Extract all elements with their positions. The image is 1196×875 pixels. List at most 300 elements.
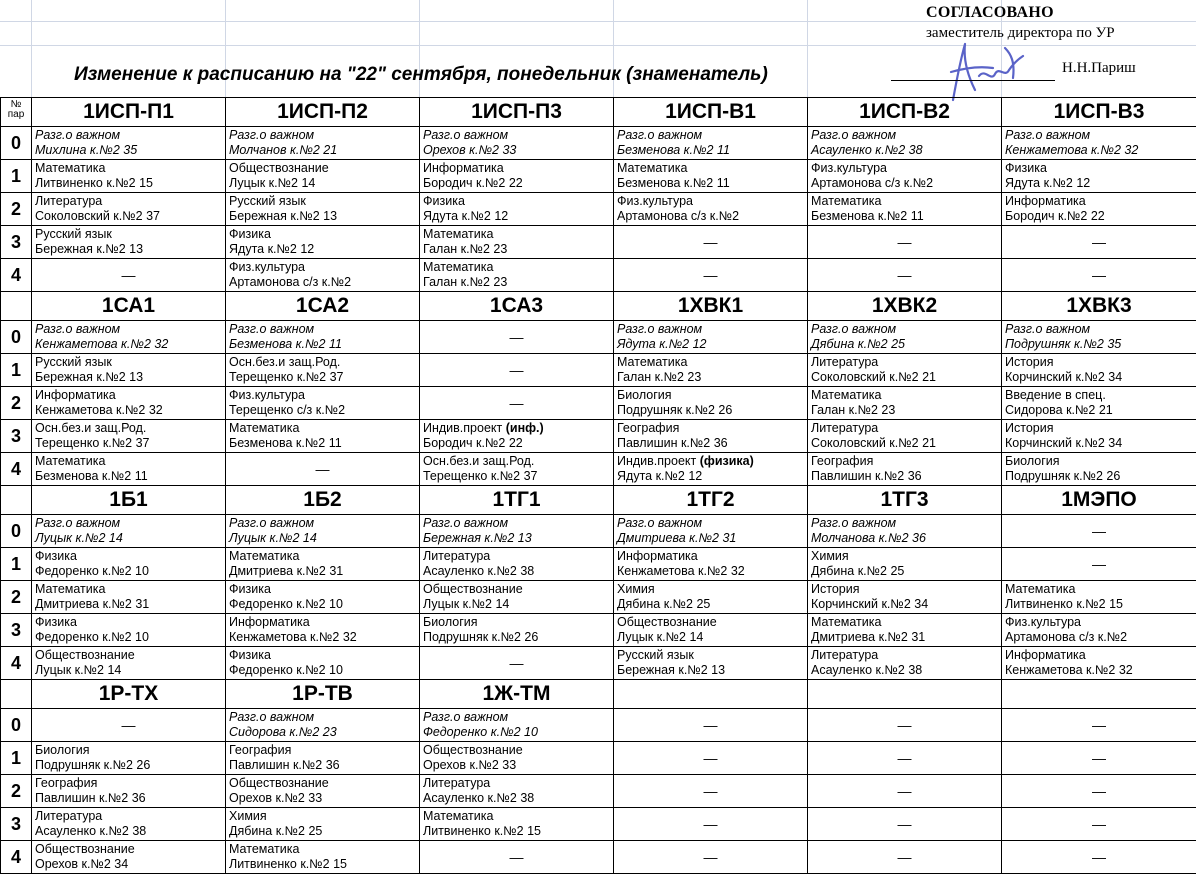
lesson-subject (226, 127, 419, 143)
lesson-cell (420, 515, 614, 548)
empty-dash: — (703, 267, 718, 283)
lesson-cell (808, 647, 1002, 680)
lesson-subject (614, 387, 807, 403)
subject-name: Информатика (423, 161, 504, 175)
lesson-subject (1002, 387, 1196, 403)
subject-name: Физ.культура (1005, 615, 1081, 629)
lesson-subject (226, 614, 419, 630)
group-header-cell (226, 98, 420, 127)
group-header-cell (1002, 98, 1196, 127)
lesson-subject (32, 453, 225, 469)
subject-name: Физ.культура (229, 260, 305, 274)
group-name: 1СА2 (295, 294, 350, 317)
subject-name: Математика (423, 260, 494, 274)
lesson-cell (614, 321, 808, 354)
lesson-teacher-room: Литвиненко к.№2 15 (423, 824, 542, 838)
lesson-teacher-room: Кенжаметова к.№2 32 (35, 403, 163, 417)
lesson-cell (1002, 193, 1196, 226)
empty-dash: — (703, 717, 718, 733)
subject-name: Физика (229, 582, 271, 596)
group-name: 1ТГ2 (686, 488, 735, 511)
lesson-subject (32, 742, 225, 758)
empty-dash: — (1092, 783, 1106, 799)
subject-name: Физ.культура (811, 161, 887, 175)
lesson-cell (808, 259, 1002, 292)
lesson-teacher-room: Ядута к.№2 12 (617, 337, 707, 351)
subject-name: Разг.о важном (229, 128, 315, 142)
lesson-teacher-room: Бережная к.№2 13 (35, 242, 144, 256)
empty-dash: — (509, 329, 524, 345)
lesson-cell (420, 127, 614, 160)
empty-dash: — (703, 234, 718, 250)
pair-row (1, 709, 1196, 742)
subject-name: Разг.о важном (811, 516, 897, 530)
lesson-cell (420, 548, 614, 581)
pair-number: 4 (10, 459, 21, 479)
subject-name: География (811, 454, 874, 468)
lesson-cell (808, 226, 1002, 259)
lesson-subject (1002, 581, 1196, 597)
lesson-cell (32, 808, 226, 841)
group-header-cell (226, 486, 420, 515)
lesson-cell (1002, 160, 1196, 193)
subject-name: Литература (811, 648, 879, 662)
lesson-cell (32, 647, 226, 680)
subject-name: Осн.без.и защ.Род. (229, 355, 341, 369)
lesson-teacher-room: Безменова к.№2 11 (617, 143, 730, 157)
subject-name: Химия (811, 549, 849, 563)
lesson-teacher-room: Подрушняк к.№2 35 (1005, 337, 1122, 351)
lesson-subject (808, 321, 1001, 337)
lesson-cell (226, 259, 420, 292)
lesson-teacher-room: Орехов к.№2 33 (423, 143, 517, 157)
lesson-subject (226, 742, 419, 758)
lesson-cell (1002, 775, 1196, 808)
subject-name: Информатика (35, 388, 116, 402)
lesson-subject (808, 127, 1001, 143)
lesson-cell (614, 841, 808, 874)
lesson-subject (226, 193, 419, 209)
lesson-teacher-room: Кенжаметова к.№2 32 (229, 630, 357, 644)
subject-name: Физ.культура (617, 194, 693, 208)
lesson-subject (808, 387, 1001, 403)
group-name: 1ХВК1 (677, 294, 744, 317)
approval-title: СОГЛАСОВАНО (926, 4, 1054, 21)
lesson-teacher-room: Ядута к.№2 12 (229, 242, 315, 256)
lesson-cell (1002, 226, 1196, 259)
pair-number-cell (1, 127, 32, 160)
lesson-cell (1002, 127, 1196, 160)
lesson-cell (614, 226, 808, 259)
lesson-teacher-room: Асауленко к.№2 38 (811, 143, 923, 157)
lesson-subject (226, 548, 419, 564)
lesson-cell (808, 808, 1002, 841)
group-name: 1Р-ТХ (98, 682, 159, 705)
lesson-teacher-room: Корчинский к.№2 34 (1005, 370, 1123, 384)
group-header-cell (32, 292, 226, 321)
lesson-cell (32, 581, 226, 614)
group-name: 1МЭПО (1061, 488, 1137, 511)
lesson-teacher-room: Бородич к.№2 22 (423, 176, 523, 190)
subject-name: История (1005, 355, 1054, 369)
lesson-teacher-room: Дябина к.№2 25 (229, 824, 323, 838)
lesson-subject (420, 808, 613, 824)
lesson-subject (32, 321, 225, 337)
subject-name: Разг.о важном (617, 128, 703, 142)
subject-name: Разг.о важном (423, 710, 509, 724)
lesson-cell (226, 808, 420, 841)
pair-number-cell (1, 647, 32, 680)
lesson-cell (32, 321, 226, 354)
lesson-teacher-room: Луцык к.№2 14 (229, 176, 316, 190)
pair-row (1, 841, 1196, 874)
lesson-teacher-room: Асауленко к.№2 38 (423, 564, 535, 578)
pair-row (1, 127, 1196, 160)
pair-row (1, 387, 1196, 420)
lesson-teacher-room: Терещенко с/з к.№2 (229, 403, 346, 417)
lesson-subject (226, 515, 419, 531)
subject-name: Обществознание (617, 615, 717, 629)
subject-name: Физика (229, 648, 271, 662)
lesson-teacher-room: Михлина к.№2 35 (35, 143, 138, 157)
lesson-teacher-room: Корчинский к.№2 34 (1005, 436, 1123, 450)
subject-name: Разг.о важном (1005, 128, 1091, 142)
lesson-teacher-room: Бережная к.№2 13 (229, 209, 338, 223)
lesson-teacher-room: Федоренко к.№2 10 (229, 597, 343, 611)
lesson-subject (808, 515, 1001, 531)
lesson-cell (32, 775, 226, 808)
pair-number-cell (1, 742, 32, 775)
lesson-teacher-room: Подрушняк к.№2 26 (35, 758, 151, 772)
lesson-teacher-room: Бородич к.№2 22 (1005, 209, 1105, 223)
lesson-teacher-room: Луцык к.№2 14 (423, 597, 510, 611)
lesson-cell (226, 453, 420, 486)
subject-note: (физика) (699, 454, 754, 468)
lesson-cell (614, 742, 808, 775)
lesson-teacher-room: Дябина к.№2 25 (811, 564, 905, 578)
empty-dash: — (897, 717, 912, 733)
lesson-cell (420, 453, 614, 486)
lesson-teacher-room: Соколовский к.№2 37 (35, 209, 160, 223)
lesson-teacher-room: Подрушняк к.№2 26 (617, 403, 733, 417)
lesson-subject (420, 127, 613, 143)
lesson-cell (226, 548, 420, 581)
group-name: 1ИСП-В1 (665, 100, 756, 123)
group-name: 1Р-ТВ (292, 682, 353, 705)
lesson-cell (226, 775, 420, 808)
pair-row (1, 742, 1196, 775)
group-header-cell (614, 98, 808, 127)
subject-name: Математика (229, 842, 300, 856)
subject-name: Литература (35, 194, 103, 208)
pair-row (1, 453, 1196, 486)
empty-dash: — (1092, 556, 1106, 572)
group-header-cell (32, 486, 226, 515)
group-header-cell (1002, 680, 1196, 709)
empty-dash: — (703, 849, 718, 865)
lesson-cell (420, 387, 614, 420)
lesson-cell (614, 259, 808, 292)
lesson-teacher-room: Луцык к.№2 14 (35, 663, 122, 677)
lesson-teacher-room: Кенжаметова к.№2 32 (617, 564, 745, 578)
subject-name: Физика (35, 549, 77, 563)
lesson-subject (614, 193, 807, 209)
lesson-subject (226, 321, 419, 337)
subject-name: География (617, 421, 680, 435)
lesson-subject (808, 581, 1001, 597)
lesson-subject (808, 193, 1001, 209)
lesson-teacher-room: Павлишин к.№2 36 (617, 436, 728, 450)
lesson-subject (808, 647, 1001, 663)
lesson-subject (226, 420, 419, 436)
group-name: 1Ж-ТМ (482, 682, 551, 705)
lesson-teacher-room: Федоренко к.№2 10 (229, 663, 343, 677)
pair-number-cell (1, 226, 32, 259)
lesson-teacher-room: Дмитриева к.№2 31 (617, 531, 737, 545)
subject-name: Литература (423, 549, 491, 563)
lesson-teacher-room: Соколовский к.№2 21 (811, 370, 936, 384)
lesson-teacher-room: Безменова к.№2 11 (229, 436, 342, 450)
lesson-cell (614, 548, 808, 581)
group-header-cell (420, 98, 614, 127)
subject-name: Индив.проект (617, 454, 700, 468)
lesson-subject (226, 259, 419, 275)
lesson-cell (614, 515, 808, 548)
lesson-cell (1002, 841, 1196, 874)
lesson-subject (226, 647, 419, 663)
pair-number: 2 (10, 781, 21, 801)
empty-dash: — (1092, 234, 1106, 250)
pair-row (1, 321, 1196, 354)
lesson-subject (614, 321, 807, 337)
lesson-subject (32, 193, 225, 209)
lesson-subject (32, 548, 225, 564)
lesson-cell (32, 614, 226, 647)
lesson-subject (226, 387, 419, 403)
lesson-subject (808, 420, 1001, 436)
subject-name: Осн.без.и защ.Род. (35, 421, 147, 435)
lesson-cell (226, 127, 420, 160)
subject-name: Разг.о важном (229, 710, 315, 724)
subject-name: История (811, 582, 860, 596)
lesson-cell (420, 841, 614, 874)
lesson-teacher-room: Литвиненко к.№2 15 (35, 176, 154, 190)
signature-line (891, 80, 1055, 81)
group-header-cell (1002, 292, 1196, 321)
lesson-teacher-room: Луцык к.№2 14 (617, 630, 704, 644)
subject-name: Математика (1005, 582, 1076, 596)
subject-name: Обществознание (229, 161, 329, 175)
lesson-subject (32, 420, 225, 436)
lesson-cell (226, 354, 420, 387)
subject-name: География (35, 776, 98, 790)
subject-name: Русский язык (35, 227, 112, 241)
lesson-teacher-room: Асауленко к.№2 38 (811, 663, 923, 677)
lesson-subject (808, 614, 1001, 630)
lesson-cell (808, 160, 1002, 193)
lesson-cell (226, 420, 420, 453)
lesson-cell (808, 127, 1002, 160)
lesson-subject (32, 775, 225, 791)
lesson-subject (808, 453, 1001, 469)
lesson-cell (614, 193, 808, 226)
empty-dash: — (897, 783, 912, 799)
schedule-table (0, 97, 1196, 874)
pair-number: 1 (10, 360, 21, 380)
lesson-subject (32, 647, 225, 663)
pair-number: 0 (10, 715, 21, 735)
lesson-cell (32, 387, 226, 420)
lesson-subject (1002, 127, 1196, 143)
lesson-subject (614, 515, 807, 531)
group-header-cell (808, 680, 1002, 709)
pair-number: 3 (10, 426, 21, 446)
subject-name: Биология (35, 743, 90, 757)
group-header-cell (614, 486, 808, 515)
pair-number-cell (1, 160, 32, 193)
group-name: 1ИСП-П3 (471, 100, 562, 123)
group-header-cell (226, 680, 420, 709)
empty-dash: — (897, 267, 912, 283)
subject-name: Биология (617, 388, 672, 402)
group-header-cell (420, 680, 614, 709)
lesson-teacher-room: Литвиненко к.№2 15 (1005, 597, 1124, 611)
lesson-cell (420, 160, 614, 193)
lesson-subject (420, 515, 613, 531)
pair-number: 2 (10, 393, 21, 413)
subject-name: География (229, 743, 292, 757)
lesson-cell (808, 515, 1002, 548)
lesson-teacher-room: Орехов к.№2 33 (229, 791, 323, 805)
lesson-teacher-room: Дмитриева к.№2 31 (229, 564, 344, 578)
lesson-teacher-room: Павлишин к.№2 36 (35, 791, 146, 805)
lesson-cell (226, 709, 420, 742)
pair-row (1, 515, 1196, 548)
group-header-cell (808, 292, 1002, 321)
lesson-subject (1002, 453, 1196, 469)
pair-row (1, 160, 1196, 193)
pair-number-cell (1, 193, 32, 226)
subject-name: Биология (1005, 454, 1060, 468)
lesson-teacher-room: Сидорова к.№2 21 (1005, 403, 1113, 417)
subject-name: Разг.о важном (811, 322, 897, 336)
subject-name: Разг.о важном (229, 322, 315, 336)
lesson-teacher-room: Терещенко к.№2 37 (35, 436, 150, 450)
lesson-teacher-room: Кенжаметова к.№2 32 (1005, 663, 1133, 677)
lesson-cell (226, 614, 420, 647)
subject-name: Русский язык (35, 355, 112, 369)
lesson-cell (808, 709, 1002, 742)
lesson-subject (32, 226, 225, 242)
subject-name: Обществознание (229, 776, 329, 790)
lesson-cell (32, 127, 226, 160)
page-title: Изменение к расписанию на "22" сентября, понедельник (знаменатель) (74, 64, 768, 85)
subject-name: Математика (811, 194, 882, 208)
lesson-cell (1002, 647, 1196, 680)
lesson-cell (614, 581, 808, 614)
lesson-cell (420, 259, 614, 292)
group-header-cell (32, 98, 226, 127)
lesson-cell (32, 226, 226, 259)
pair-row (1, 647, 1196, 680)
lesson-cell (1002, 709, 1196, 742)
pair-number-header (1, 486, 32, 515)
lesson-subject (808, 160, 1001, 176)
subject-name: Физика (35, 615, 77, 629)
lesson-cell (1002, 808, 1196, 841)
lesson-subject (1002, 614, 1196, 630)
lesson-cell (420, 420, 614, 453)
lesson-cell (32, 160, 226, 193)
pair-number-cell (1, 259, 32, 292)
lesson-subject (32, 354, 225, 370)
pair-number: 3 (10, 620, 21, 640)
group-name: 1ИСП-В3 (1053, 100, 1145, 123)
lesson-teacher-room: Терещенко к.№2 37 (423, 469, 538, 483)
subject-name: Разг.о важном (423, 128, 509, 142)
group-name: 1ХВК3 (1066, 294, 1132, 317)
pair-number-cell (1, 614, 32, 647)
lesson-cell (1002, 581, 1196, 614)
lesson-teacher-room: Подрушняк к.№2 26 (423, 630, 539, 644)
subject-name: Разг.о важном (617, 322, 703, 336)
lesson-subject (226, 226, 419, 242)
empty-dash: — (897, 816, 912, 832)
pair-number-header (1, 680, 32, 709)
lesson-subject (32, 614, 225, 630)
lesson-subject (1002, 193, 1196, 209)
lesson-subject (808, 548, 1001, 564)
pair-row (1, 548, 1196, 581)
lesson-subject (32, 581, 225, 597)
lesson-cell (226, 647, 420, 680)
subject-name: Обществознание (423, 743, 523, 757)
lesson-cell (808, 775, 1002, 808)
group-name: 1Б2 (303, 488, 342, 511)
pair-number-cell (1, 581, 32, 614)
subject-name: Математика (35, 161, 106, 175)
lesson-teacher-room: Галан к.№2 23 (617, 370, 702, 384)
group-header-row (1, 486, 1196, 515)
subject-name: Математика (35, 454, 106, 468)
lesson-cell (420, 808, 614, 841)
pair-row (1, 808, 1196, 841)
lesson-teacher-room: Луцык к.№2 14 (35, 531, 123, 545)
lesson-teacher-room: Ядута к.№2 12 (617, 469, 703, 483)
pair-number: 2 (10, 199, 21, 219)
lesson-cell (1002, 515, 1196, 548)
lesson-cell (614, 127, 808, 160)
lesson-subject (420, 742, 613, 758)
lesson-cell (32, 259, 226, 292)
pair-number-header-label: № пар (7, 99, 25, 120)
lesson-teacher-room: Артамонова с/з к.№2 (1005, 630, 1128, 644)
pair-row (1, 420, 1196, 453)
lesson-cell (226, 515, 420, 548)
lesson-subject (420, 775, 613, 791)
lesson-cell (808, 614, 1002, 647)
subject-name: Литература (423, 776, 491, 790)
lesson-subject (420, 453, 613, 469)
pair-number: 0 (10, 521, 21, 541)
subject-name: Физика (423, 194, 465, 208)
group-header-cell (614, 292, 808, 321)
group-name: 1ТГ3 (880, 488, 929, 511)
empty-dash: — (509, 395, 524, 411)
lesson-cell (32, 548, 226, 581)
lesson-cell (420, 354, 614, 387)
subject-name: Информатика (1005, 648, 1086, 662)
